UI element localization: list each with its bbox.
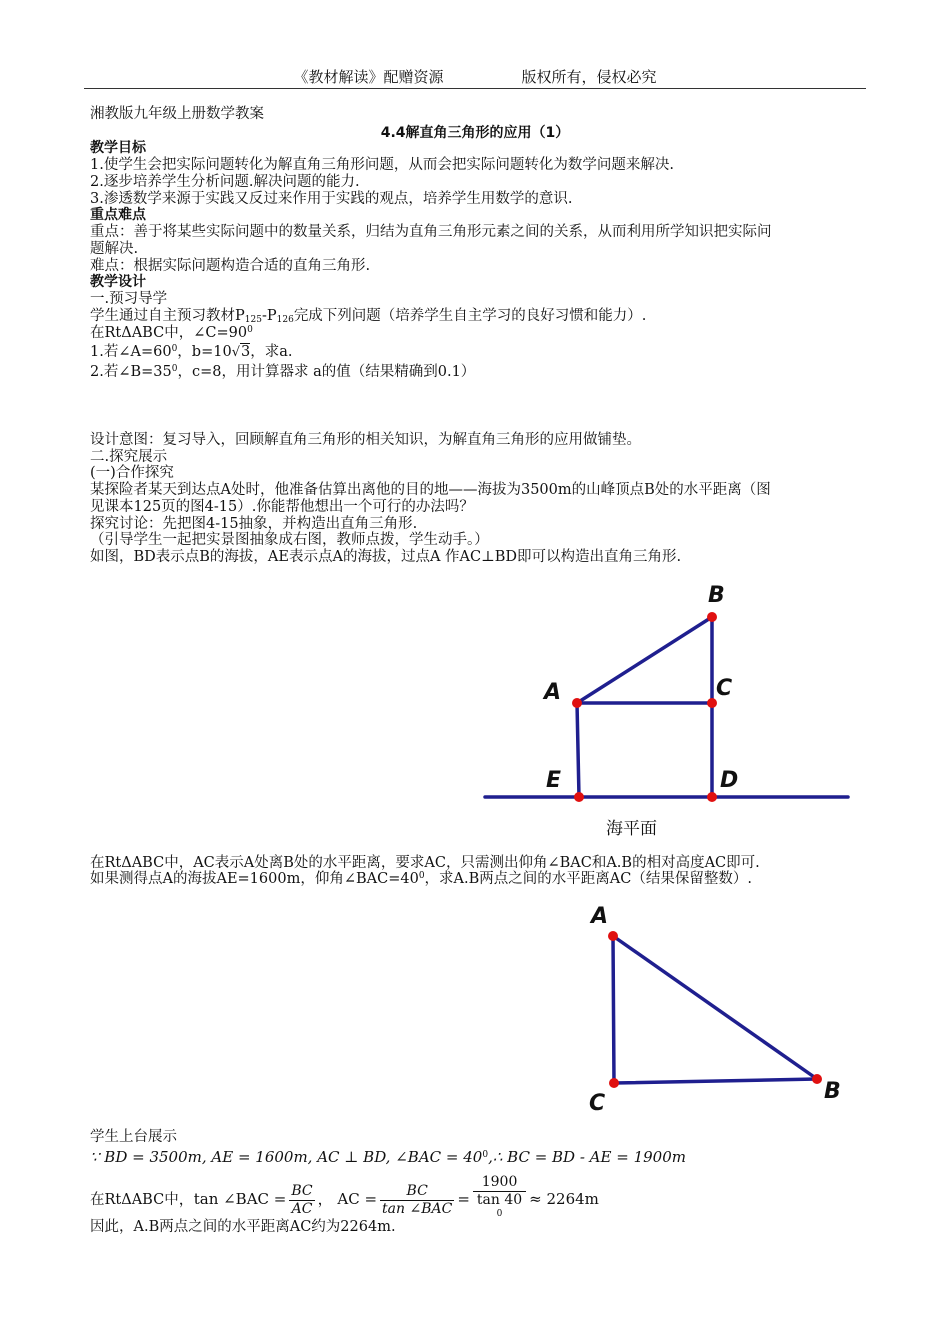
point-a bbox=[572, 698, 582, 708]
preview-task: 学生通过自主预习教材$P_{125}-P_{126}$完成下列问题（培养学生自主学习的良好习惯和能力）. bbox=[90, 308, 647, 325]
design-intent: 设计意图：复习导入，回顾解直角三角形的相关知识，为解直角三角形的应用做铺垫。 bbox=[90, 432, 641, 448]
goals-heading: 教学目标 bbox=[90, 140, 146, 156]
segment-ae bbox=[577, 703, 579, 797]
header-right: 版权所有，侵权必究 bbox=[521, 68, 657, 86]
preview-heading: 一.预习导学 bbox=[90, 291, 168, 307]
header-left: 《教材解读》配赠资源 bbox=[293, 68, 444, 86]
design-heading: 教学设计 bbox=[90, 274, 146, 290]
label-a: A bbox=[591, 904, 609, 929]
problem-line2: 见课本125页的图4-15）.你能帮他想出一个可行的办法吗？ bbox=[90, 499, 474, 515]
fraction-bc-ac: $\frac{BC}{AC}$ bbox=[291, 1182, 313, 1217]
discussion: 探究讨论：先把图4-15抽象，并构造出直角三角形. bbox=[90, 516, 418, 532]
student-show: 学生上台展示 bbox=[90, 1129, 177, 1145]
label-b: B bbox=[824, 1079, 841, 1104]
page-title: 4.4解直角三角形的应用（1） bbox=[380, 125, 570, 141]
solution-step2: 在RtΔABC中，tan ∠BAC = $\frac{BC}{AC}$ ， AC = $\frac{BC}{\text{tan ∠BAC}}$ = 1900 tan 40 $^0$ ≈ 2264m bbox=[90, 1174, 599, 1226]
coop-heading: (一)合作探究 bbox=[90, 465, 174, 481]
key-point-line1: 重点：善于将某些实际问题中的数量关系，归结为直角三角形元素之间的关系，从而利用所学知识把实际问 bbox=[90, 224, 772, 240]
construction: 如图，BD表示点B的海拔，AE表示点A的海拔，过点A 作AC⊥BD即可以构造出直角三角形. bbox=[90, 549, 682, 565]
fraction-bc-tan: $\frac{BC}{\text{tan ∠BAC}}$ bbox=[382, 1182, 453, 1217]
label-b: B bbox=[708, 583, 725, 608]
key-heading: 重点难点 bbox=[90, 207, 146, 223]
explore-heading: 二.探究展示 bbox=[90, 449, 168, 465]
rt-intro: 在RtΔABC中，$\angle C=90^0$ bbox=[90, 325, 253, 341]
sea-level-caption: 海平面 bbox=[606, 819, 657, 839]
question-2: 2.若$\angle B=35^0$，c=8，用计算器求 a的值（结果精确到0.1） bbox=[90, 364, 476, 380]
question-1: 1.若$\angle A=60^0$，b=10√3，求a. bbox=[90, 344, 293, 360]
page-header bbox=[84, 66, 866, 89]
key-point-line2: 题解决. bbox=[90, 241, 139, 257]
conclusion: 因此，A.B两点之间的水平距离AC约为2264m. bbox=[90, 1219, 396, 1235]
segment-cb bbox=[614, 1079, 817, 1083]
segment-ab bbox=[577, 617, 712, 703]
point-b bbox=[707, 612, 717, 622]
solution-step1: ∵ BD = 3500m, AE = 1600m, AC ⊥ BD, ∠BAC = $40^0,\therefore$ BC = BD - AE = 1900m bbox=[90, 1148, 686, 1166]
guidance: （引导学生一起把实景图抽象成右图，教师点拨，学生动手。） bbox=[90, 532, 489, 548]
figure-triangle-abc bbox=[580, 895, 850, 1120]
fraction-1900-tan40: 1900 tan 40 $^0$ bbox=[473, 1174, 526, 1226]
point-c bbox=[609, 1078, 619, 1088]
figure-sea-level-diagram bbox=[480, 575, 860, 845]
analysis: 在RtΔABC中，AC表示A处离B处的水平距离，要求AC，只需测出仰角∠BAC和A.B的相对高度AC即可. bbox=[90, 855, 760, 871]
goal-item: 3.渗透数学来源于实践又反过来作用于实践的观点，培养学生用数学的意识. bbox=[90, 191, 573, 207]
label-c: C bbox=[589, 1091, 606, 1116]
label-a: A bbox=[544, 680, 562, 705]
label-c: C bbox=[716, 676, 733, 701]
goal-item: 2.逐步培养学生分析问题.解决问题的能力. bbox=[90, 174, 360, 190]
goal-item: 1.使学生会把实际问题转化为解直角三角形问题，从而会把实际问题转化为数学问题来解决. bbox=[90, 157, 674, 173]
segment-ab bbox=[613, 936, 817, 1079]
point-a bbox=[608, 931, 618, 941]
point-e bbox=[574, 792, 584, 802]
point-b bbox=[812, 1074, 822, 1084]
label-d: D bbox=[720, 768, 739, 793]
difficulty: 难点：根据实际问题构造合适的直角三角形. bbox=[90, 258, 371, 274]
doc-subtitle: 湘教版九年级上册数学教案 bbox=[90, 106, 264, 122]
point-d bbox=[707, 792, 717, 802]
measurement: 如果测得点A的海拔AE=1600m，仰角$\angle BAC=40^0$，求A.B两点之间的水平距离AC（结果保留整数）. bbox=[90, 871, 752, 887]
segment-ac bbox=[613, 936, 614, 1083]
problem-line1: 某探险者某天到达点A处时，他准备估算出离他的目的地——海拔为3500m的山峰顶点B处的水平距离（图 bbox=[90, 482, 771, 498]
label-e: E bbox=[546, 768, 562, 793]
